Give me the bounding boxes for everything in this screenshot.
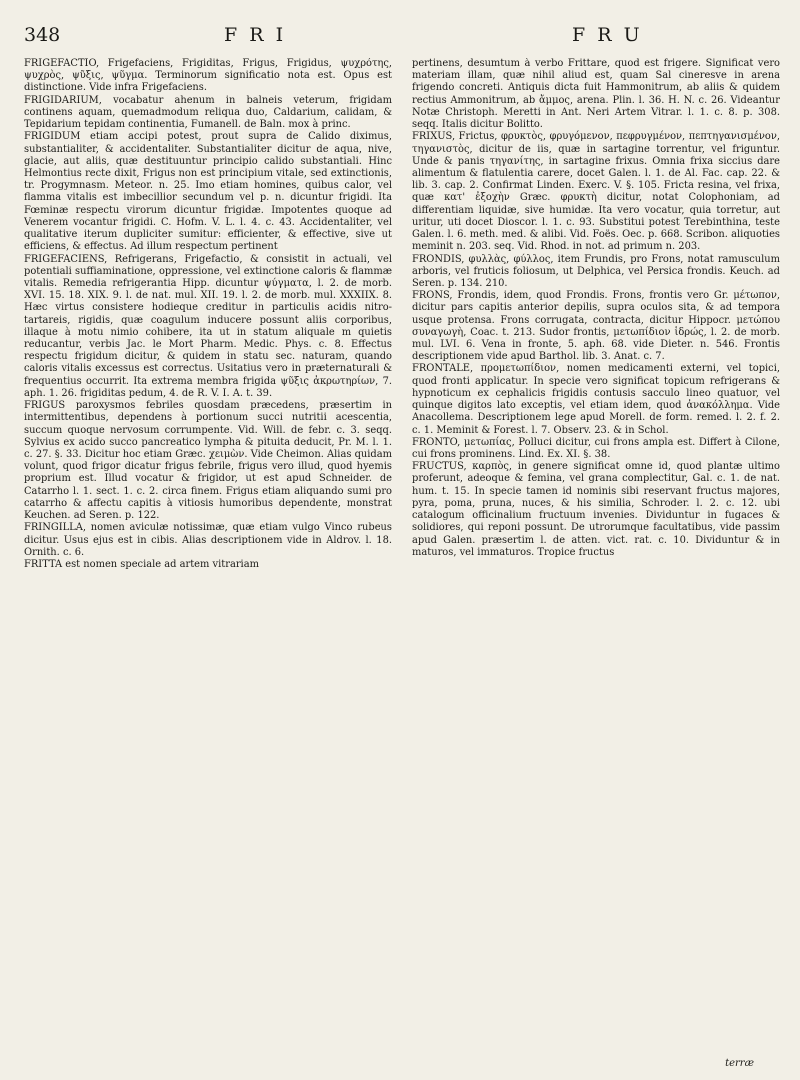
entry-frondis: FRONDIS, φυλλὰς, φύλλος, item Frundis, pro Frons, notat ramusculum arboris, vel fruticis foliosum, ut Delphica, vel Persica frondis. Keuch. ad Seren. p. 134. 210. (412, 253, 780, 289)
entry-frigidum: FRIGIDUM etiam accipi potest, prout supra de Calido diximus, substantialiter, & accidentaliter. Substantialiter dicitur de aqua, nive, glacie, aut aliis, quæ destituuntur principio calido substantiali. Hinc Helmontius recte dixit, Frigus non est principium vitale, sed extinctionis, tr. Progymnasm. Meteor. n. 25. Imo etiam homines, quibus calor, vel flamma vitalis est imbecillior secundum vel p. n. dicuntur frigidi. Ita Fœminæ respectu virorum dicuntur frigidæ. Impotentes quoque ad Venerem vocantur frigidi. C. Hofm. V. L. l. 4. c. 43. Accidentaliter, vel qualitative iterum dupliciter sumitur: efficienter, & effective, sive ut efficiens, & effectus. Ad illum respectum pertinent (24, 131, 392, 253)
catchword: terræ (725, 1057, 754, 1069)
entry-frons: FRONS, Frondis, idem, quod Frondis. Frons, frontis vero Gr. μέτωπον, dicitur pars capitis anterior depilis, supra oculos sita, & ad tempora usque protensa. Frons corrugata, contracta, dicitur Hippocr. μετώπου συναγωγὴ, Coac. t. 213. Sudor frontis, μετωπίδιον ἱδρώς, l. 2. de morb. mul. LVI. 6. Vena in fronte, 5. aph. 68. vide Dieter. n. 546. Frontis descriptionem vide apud Barthol. lib. 3. Anat. c. 7. (412, 290, 780, 363)
entry-fritta: FRITTA est nomen speciale ad artem vitrariam (24, 558, 259, 570)
running-head-right: F R U (572, 24, 643, 46)
entry-fronto: FRONTO, μετωπίας, Polluci dicitur, cui frons ampla est. Differt à Cilone, cui frons prominens. Lind. Ex. XI. §. 38. (412, 436, 780, 460)
entry-frigidarium: FRIGIDARIUM, vocabatur ahenum in balneis veterum, frigidam continens aquam, quemadmodum reliqua duo, Caldarium, calidam, & Tepidarium tepidam continentia, Fumanell. de Baln. mox à princ. (24, 94, 392, 131)
right-column (412, 58, 780, 1070)
entry-frixus: FRIXUS, Frictus, φρυκτὸς, φρυγόμενον, πεφρυγμένον, πεπτηγανισμένον, τηγανιστὸς, dicitur de iis, quæ in sartagine torrentur, vel friguntur. Unde & panis τηγανίτης, in sartagine frixus. Omnia frixa siccius dare alimentum & flatulentia carere, docet Galen. l. 1. de Al. Fac. cap. 22. & lib. 3. cap. 2. Confirmat Linden. Exerc. V. §. 105. Fricta resina, vel frixa, quæ κατ' ἐξοχὴν Græc. φρυκτὴ dicitur, notat Colophoniam, ad differentiam liquidæ, sive humidæ. Ita vero vocatur, quia torretur, aut uritur, uti docet Dioscor. l. 1. c. 93. Substitui potest Terebinthina, teste Galen. l. 6. meth. med. & alibi. Vid. Foës. Oec. p. 668. Scribon. aliquoties meminit n. 203. seq. Vid. Rhod. in not. ad primum n. 203. (412, 131, 780, 253)
entry-fritta-continued: pertinens, desumtum à verbo Frittare, quod est frigere. Significat vero materiam illam, quæ nihil aliud est, quam Sal cineresve in arena frigendo concreti. Antiquis dicta fuit Hammonitrum, ab aliis & quidem rectius Ammonitrum, ab ἄμμος, arena. Plin. l. 36. H. N. c. 26. Videantur Notæ Christoph. Meretti in Ant. Neri Artem Vitrar. l. 1. c. 8. p. 308. seqq. Italis dicitur Bolitto. (412, 58, 780, 131)
entry-frigus: FRIGUS paroxysmos febriles quosdam præcedens, præsertim in intermittentibus, dependens à portionum succi nutritii acescentia, succum quoque nervosum corrumpente. Vid. Will. de febr. c. 3. seqq. Sylvius ex acido succo pancreatico lympha & pituita deducit, Pr. M. l. 1. c. 27. §. 33. Dicitur hoc etiam Græc. χειμὼν. Vide Cheimon. Alias quidam volunt, quod frigor dicatur frigus febrile, frigus vero illud, quod hyemis proprium est. Illud vocatur & frigidor, ut est apud Schneider. de Catarrho l. 1. sect. 1. c. 2. circa finem. Frigus etiam aliquando sumi pro catarrho & affectu capitis à vitiosis humoribus dependente, monstrat Keuchen. ad Seren. p. 122. (24, 400, 392, 522)
entry-fringilla: FRINGILLA, nomen aviculæ notissimæ, quæ etiam vulgo Vinco rubeus dicitur. Usus ejus est in cibis. Alias descriptionem vide in Aldrov. l. 18. Ornith. c. 6. (24, 522, 392, 558)
running-head (0, 24, 800, 54)
entry-frigefaciens: FRIGEFACIENS, Refrigerans, Frigefactio, & consistit in actuali, vel potentiali suffiaminatione, oppressione, vel extinctione caloris & flammæ vitalis. Remedia refrigerantia Hipp. dicuntur ψύγματα, l. 2. de morb. XVI. 15. 18. XIX. 9. l. de nat. mul. XII. 19. l. 2. de morb. mul. XXXIIX. 8. Hæc virtus consistere hodieque creditur in particulis acidis nitro-tartareis, rigidis, quæ coagulum inducere possunt aliis corporibus, illaque à motu nimio cohibere, ita ut in statum aliquale m quietis reducantur, verbis Jac. le Mort Pharm. Medic. Phys. c. 8. Effectus respectu frigidum dicitur, & quidem in statu sec. naturam, quando caloris vitalis excessus est correctus. Usitatius vero in præternaturali & frequentius occurrit. Ita extrema membra frigida ψῦξις ἀκρωτηρίων, 7. aph. 1. 26. frigiditas pedum, 4. de R. V. I. A. t. 39. (24, 253, 392, 399)
entry-fructus: FRUCTUS, καρπὸς, in genere significat omne id, quod plantæ ultimo proferunt, adeoque & femina, vel grana complectitur, Gal. c. 1. de nat. hum. t. 15. In specie tamen id nominis sibi reservant fructus majores, pyra, poma, pruna, nuces, & his similia, Schroder. l. 2. c. 12. ubi catalogum officinalium fructuum invenies. Dividuntur in fugaces & solidiores, qui reponi possunt. De utrorumque facultatibus, vide passim apud Galen. præsertim l. de atten. vict. rat. c. 10. Dividuntur & in maturos, vel immaturos. Tropice fructus (412, 461, 780, 558)
running-head-left: F R I (224, 24, 287, 46)
entry-frontale: FRONTALE, προμετωπίδιον, nomen medicamenti externi, vel topici, quod fronti applicatur. In specie vero significat topicum refrigerans & hypnoticum ex cephalicis frigidis contusis sacculo lineo quatuor, vel quinque digitos lato exceptis, vel etiam idem, quod ἀνακόλλημα. Vide Anacollema. Descriptionem lege apud Morell. de form. remed. l. 2. f. 2. c. 1. Meminit & Forest. l. 7. Observ. 23. & in Schol. (412, 363, 780, 436)
entry-frigefactio: FRIGEFACTIO, Frigefaciens, Frigiditas, Frigus, Frigidus, ψυχρότης, ψυχρὸς, ψῦξις, ψῦγμα. Terminorum significatio nota est. Opus est distinctione. Vide infra Frigefaciens. (24, 58, 392, 94)
page-number: 348 (24, 24, 61, 46)
left-column (24, 58, 392, 1070)
